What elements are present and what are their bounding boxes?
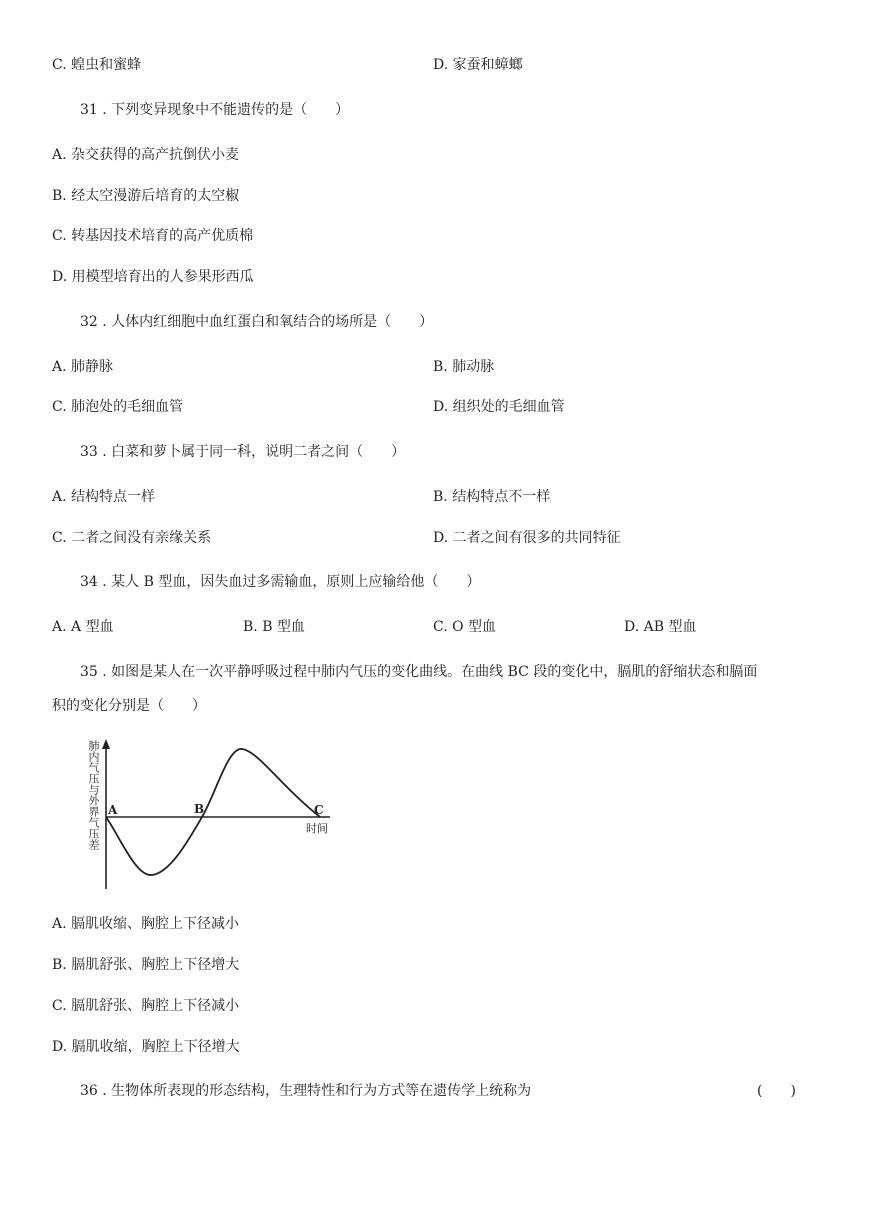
question-32-option-d: D. 组织处的毛细血管 [433, 399, 565, 415]
question-34-option-c: C. O 型血 [433, 619, 497, 635]
point-c-label: C [314, 803, 324, 817]
point-a-label: A [108, 803, 118, 817]
point-b-label: B [194, 802, 205, 816]
question-33-option-b: B. 结构特点不一样 [433, 489, 551, 505]
pressure-curve-figure [80, 737, 340, 897]
question-31-option-d: D. 用模型培育出的人参果形西瓜 [52, 269, 254, 285]
x-axis-label: 时间 [306, 822, 328, 835]
question-33-stem: 33 . 白菜和萝卜属于同一科，说明二者之间（ ） [80, 444, 406, 460]
question-31-option-a: A. 杂交获得的高产抗倒伏小麦 [52, 147, 240, 163]
pressure-curve [106, 749, 320, 875]
question-32-option-b: B. 肺动脉 [433, 359, 495, 375]
question-32-option-a: A. 肺静脉 [52, 359, 114, 375]
question-33-option-d: D. 二者之间有很多的共同特征 [433, 530, 621, 546]
question-32-option-c: C. 肺泡处的毛细血管 [52, 399, 184, 415]
question-31-option-c: C. 转基因技术培育的高产优质棉 [52, 228, 254, 244]
y-axis-label: 肺内气压与外界气压差 [87, 740, 100, 850]
question-36-paren: ( ) [757, 1083, 796, 1099]
question-32-stem: 32 . 人体内红细胞中血红蛋白和氧结合的场所是（ ） [80, 314, 434, 330]
question-33-option-a: A. 结构特点一样 [52, 489, 156, 505]
question-36-stem: 36 . 生物体所表现的形态结构，生理特性和行为方式等在遗传学上统称为 [80, 1083, 532, 1099]
question-34-stem: 34 . 某人 B 型血，因失血过多需输血，原则上应输给他（ ） [80, 574, 481, 590]
question-35-stem-line1: 35 . 如图是某人在一次平静呼吸过程中肺内气压的变化曲线。在曲线 BC 段的变化中，膈肌的舒缩状态和膈面 [80, 664, 758, 680]
question-34-option-d: D. AB 型血 [624, 619, 697, 635]
question-34-option-b: B. B 型血 [243, 619, 305, 635]
question-33-option-c: C. 二者之间没有亲缘关系 [52, 530, 212, 546]
question-35-option-d: D. 膈肌收缩，胸腔上下径增大 [52, 1039, 240, 1055]
prev-option-d: D. 家蚕和蟑螂 [433, 57, 523, 73]
question-35-stem-line2: 积的变化分别是（ ） [52, 698, 206, 714]
question-35-option-c: C. 膈肌舒张、胸腔上下径减小 [52, 998, 240, 1014]
question-35-option-a: A. 膈肌收缩、胸腔上下径减小 [52, 916, 240, 932]
question-34-option-a: A. A 型血 [52, 619, 114, 635]
prev-option-c: C. 蝗虫和蜜蜂 [52, 57, 142, 73]
question-31-stem: 31 . 下列变异现象中不能遗传的是（ ） [80, 102, 350, 118]
question-35-option-b: B. 膈肌舒张、胸腔上下径增大 [52, 957, 240, 973]
y-axis-arrow [102, 739, 110, 749]
question-31-option-b: B. 经太空漫游后培育的太空椒 [52, 188, 240, 204]
pressure-curve-svg [80, 737, 340, 897]
